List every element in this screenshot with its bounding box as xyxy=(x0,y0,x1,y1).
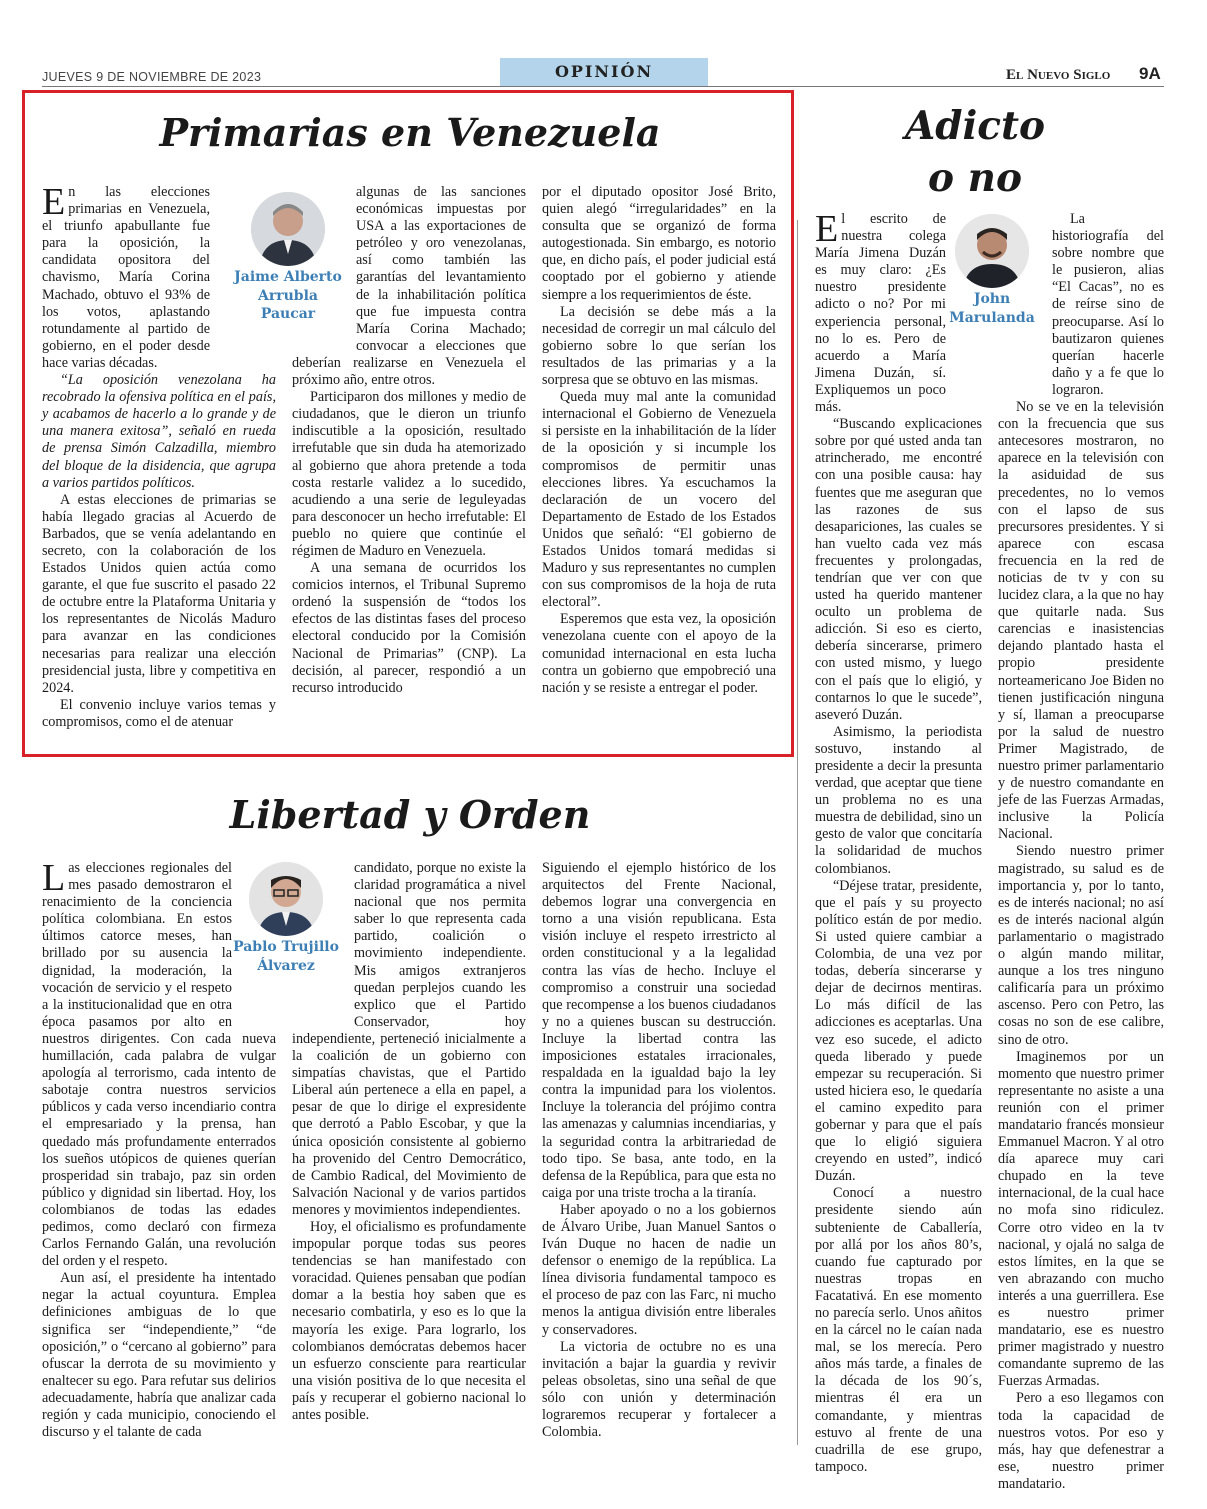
paragraph: Pero a eso llegamos con toda la capacidad de nuestros votos. Por eso y más, hay que defenestrar a ese, nuestro primer mandatario. xyxy=(998,1390,1164,1492)
paragraph: Asimismo, la periodista sostuvo, instando al presidente a decir la presunta verdad, que aceptar que tiene un problema no es una muestra de debilidad, sino un gesto de valor que concitaría la solidaridad de muchos colombianos. xyxy=(815,723,982,877)
paragraph: La victoria de octubre no es una invitación a bajar la guardia y revivir peleas obsoletas, sino una señal de que sólo con unión y determinación lograremos recuperar y fortalecer a Colombia. xyxy=(542,1338,776,1441)
header-rule xyxy=(42,86,1164,87)
author-name: John Marulanda xyxy=(949,291,1035,326)
paragraph: candidato, porque no existe la claridad programática a nivel nacional que nos permita saber lo que representa cada partido, coalición o movimiento independiente. Mis amigos extranjeros quedan perplejos cuando les explico que el Partido Conservador, hoy independiente, perteneció inicialmente a la coalición de un gobierno con simpatías chavistas, que el Partido Liberal aún pertenece a ella en papel, a pesar de que lo dirige el expresidente que derrotó a Pablo Escobar, y que la única oposición consistente al gobierno ha provenido del Centro Democrático, de Cambio Radical, del Movimiento de Salvación Nacional y de varios partidos menores y movimientos independientes. xyxy=(292,860,526,1218)
paragraph: por el diputado opositor José Brito, quien alegó “irregularidades” en la consulta que se organizó de forma autogestionada. Sin embargo, es notorio que, en dicho país, el poder judicial está cooptado por el gobierno y atiende siempre a los requerimientos de éste. xyxy=(542,184,776,303)
section-label: OPINIÓN xyxy=(500,58,708,86)
paragraph: “La oposición venezolana ha recobrado la ofensiva política en el país, y acabamos de hacerlo a lo grande y de una manera exitosa”, señaló en rueda de prensa Simón Calzadilla, miembro del bloque de la disidencia, que agrupa a varios partidos políticos. xyxy=(42,372,276,491)
paragraph: El escrito de nuestra colega María Jimena Duzán es muy claro: ¿Es nuestro presidente adicto o no? Por mi experiencia personal, no lo es. Pero de acuerdo a María Jimena Duzán, sí. Expliquemos un poco más. xyxy=(815,208,946,416)
author-name: Pablo Trujillo Álvarez xyxy=(233,939,339,974)
issue-date: JUEVES 9 DE NOVIEMBRE DE 2023 xyxy=(42,70,262,84)
article-title-libertad: Libertad y Orden xyxy=(229,792,591,837)
paragraph: El convenio incluye varios temas y compromisos, como el de atenuar xyxy=(42,696,276,730)
author-name: Jaime Alberto Arrubla Paucar xyxy=(234,269,342,322)
article3-column-2 xyxy=(998,211,1164,1493)
paragraph: A estas elecciones de primarias se había llegado gracias al Acuerdo de Barbados, que se venía adelantando en secreto, con la colaboración de los Estados Unidos quien actúa como garante, el que fue suscrito el pasado 22 de octubre entre la Plataforma Unitaria y los representantes de Nicolás Maduro para avanzar en las condiciones necesarias para realizar una elección presidencial justa, libre y competitiva en 2024. xyxy=(42,491,276,696)
article-title-primarias: Primarias en Venezuela xyxy=(159,110,661,155)
article-title-adicto: Adicto o no xyxy=(904,103,1046,201)
paragraph: La historiografía del sobre nombre que le pusieron, alias “El Cacas”, no es de reírse sino de preocuparse. Así lo bautizaron quienes querían hacerle daño y a fe que lo lograron. xyxy=(1052,211,1164,398)
paragraph: En las elecciones primarias en Venezuela, el triunfo apabullante fue para la oposición, la candidata opositora del chavismo, María Corina Machado, obtuvo el 93% de los votos, aplastando rotundamente al partido de gobierno, en el poder desde hace varias décadas. xyxy=(42,181,210,371)
article3-column-1 xyxy=(815,208,982,1476)
paragraph: Aun así, el presidente ha intentado negar la actual coyuntura. Emplea definiciones ambiguas de lo que significa ser “independiente,” “de oposición,” o “cercano al gobierno” para ofuscar la derrota de su movimiento y enaltecer su ego. Para refutar sus delirios adecuadamente, habría que analizar cada región y cada municipio, conociendo el discurso y el talante de cada xyxy=(42,1270,276,1441)
paragraph: La decisión se debe más a la necesidad de corregir un mal cálculo del gobierno sobre lo que serían los resultados de las primarias y a la sorpresa que se obtuvo en las mismas. xyxy=(542,303,776,389)
newspaper-name: El Nuevo Siglo xyxy=(1006,67,1111,83)
paragraph: Queda muy mal ante la comunidad internacional el Gobierno de Venezuela si persiste en la inhabilitación de la líder de la oposición y si incumple los compromisos de permitir unas elecciones libres. Ya escuchamos la declaración de un vocero del Departamento de Estado de los Estados Unidos que señaló: “El gobierno de Estados Unidos tomará medidas si Maduro y sus representantes no cumplen con sus compromisos de la hoja de ruta electoral”. xyxy=(542,389,776,611)
paragraph: Imaginemos por un momento que nuestro primer representante no asiste a una reunión con el primer mandatario francés monsieur Emmanuel Macron. Y al otro día aparece muy cari chupado en la teve internacional, de la cual hace no mofa sino ridiculez. Corre otro video en la tv nacional, y ojalá no salga de estos límites, en la que se ven abrazando con mucho interés a una guerrillera. Ese es nuestro primer mandatario, ese es nuestro primer magistrado y nuestro comandante supremo de las Fuerzas Armadas. xyxy=(998,1048,1164,1390)
paragraph: Las elecciones regionales del mes pasado demostraron el renacimiento de la conciencia política colombiana. En estos últimos catorce meses, han brillado por su ausencia la dignidad, la moderación, la vocación de servicio y el respeto a la institucionalidad que en otra época pasamos por alto en nuestros dirigentes. Con cada nueva humillación, cada palabra de vulgar apología al terrorismo, cada intento de sabotaje contra nuestros servicios públicos y cada verso incendiario contra el empresariado y la prensa, han quedado más profundamente enterrados los sueños utópicos de quienes querían prosperidad sin trabajo, paz sin orden público y dignidad sin libertad. Hoy, los colombianos de todas las edades pedimos, como declaró con firmeza Carlos Fernando Galán, una revolución del orden y el respeto. xyxy=(42,857,276,1270)
article1-column-3 xyxy=(542,184,776,697)
paragraph: Conocí a nuestro presidente siendo aún subteniente de Caballería, por allá por los años 80’s, cuando fue capturado por nuestras tropas en Facatativá. En ese momento no parecía serlo. Unos añitos en la cárcel no le caían nada mal, se los merecía. Pero años más tarde, a finales de la década de los 90´s, mientras él era un comandante, y mientras estuvo al frente de una cuadrilla de ese grupo, tampoco. xyxy=(815,1185,982,1475)
paragraph: Esperemos que esta vez, la oposición venezolana cuente con el apoyo de la comunidad internacional en esta lucha contra un gobierno que empobreció una nación y se resiste a entregar el poder. xyxy=(542,611,776,696)
paragraph: “Déjese tratar, presidente, que el país y su proyecto político están de por medio. Si usted quiere cambiar a Colombia, de una vez por todas, debería sincerarse y dejar de decirnos mentiras. Lo más difícil de las adicciones es aceptarlas. Una vez eso sucede, el adicto queda liberado y puede empezar su recuperación. Si usted hiciera eso, le quedaría el camino expedito para gobernar y para que el país que lo eligió siguiera creyendo en usted”, indicó Duzán. xyxy=(815,877,982,1185)
article1-column-2 xyxy=(292,184,526,697)
article2-column-1 xyxy=(42,857,276,1441)
column-divider xyxy=(797,220,798,1445)
paragraph: Hoy, el oficialismo es profundamente impopular porque todas sus peores tendencias se han manifestado con voracidad. Quienes pensaban que podían domar a la bestia hoy saben que es necesario combatirla, y eso es lo que la mayoría les exige. Para lograrlo, los colombianos demócratas debemos hacer un esfuerzo consciente para rearticular una visión positiva de lo que necesita el país y recuperar el gobierno nacional lo antes posible. xyxy=(292,1218,526,1423)
paragraph: Siendo nuestro primer magistrado, su salud es de importancia y, por lo tanto, es de interés nacional; no así es de interés nacional algún parlamentario o magistrado o algún mando militar, aunque a los tres ninguno calificaría para un próximo ascenso. Pero con Petro, las cosas no son de ese calibre, sino de otro. xyxy=(998,843,1164,1048)
paragraph: “Buscando explicaciones sobre por qué usted anda tan atrincherado, me encontré con una posible causa: hay fuentes que me aseguran que las razones de sus desapariciones, las cuales se han vuelto cada vez más frecuentes y prolongadas, tendrían que ver con que usted ha querido mantener oculto un problema de adicción. Si eso es cierto, debería sincerarse, primero con usted mismo, y luego con el país que lo eligió, y contarnos lo que le sucede”, aseveró Duzán. xyxy=(815,416,982,723)
article2-column-3 xyxy=(542,860,776,1441)
paragraph: No se ve en la televisión con la frecuencia que sus antecesores mostraron, no aparece en la televisión con la asiduidad de sus precedentes, no lo vemos con el lapso de sus precursores presidentes. Y si aparece con escasa frecuencia en la red de noticias de tv y con su lucidez clara, a la que no hay que quitarle nada. Sus carencias e inasistencias dejando plantado hasta el propio presidente norteamericano Joe Biden no tienen justificación ninguna y sí, llaman a preocuparse por la salud de nuestro Primer Magistrado, de nuestro primer parlamentario y de nuestro comandante en jefe de las Fuerzas Armadas, inclusive la Policía Nacional. xyxy=(998,399,1164,843)
paragraph: algunas de las sanciones económicas impuestas por USA a las exportaciones de petróleo y oro venezolanas, así como también las garantías del levantamiento de la inhabilitación política que fue impuesta contra María Corina Machado; convocar a elecciones que deberían realizarse en Venezuela el próximo año, entre otros. xyxy=(292,184,526,389)
page-number: 9A xyxy=(1139,64,1161,83)
article1-column-1 xyxy=(42,181,276,731)
paragraph: Participaron dos millones y medio de ciudadanos, que le dieron un triunfo indiscutible a la oposición, resultado irrefutable que sin duda ha atemorizado al gobierno que ahora pretende a toda costa restarle validez a lo sucedido, acudiendo a una serie de leguleyadas para desconocer un hecho irrefutable: El pueblo no quiere que continúe el régimen de Maduro en Venezuela. xyxy=(292,389,526,559)
article2-column-2 xyxy=(292,860,526,1424)
paragraph: A una semana de ocurridos los comicios internos, el Tribunal Supremo ordenó la suspensión de “todos los efectos de las distintas fases del proceso electoral conducido por la Comisión Nacional de Primarias” (CNP). La decisión, al parecer, respondió a un recurso introducido xyxy=(292,560,526,696)
paragraph: Haber apoyado o no a los gobiernos de Álvaro Uribe, Juan Manuel Santos o Iván Duque no hacen de nadie un defensor o enemigo de la república. La línea divisoria fundamental tampoco es el proceso de paz con las Farc, ni mucho menos la antigua división entre liberales y conservadores. xyxy=(542,1201,776,1338)
paragraph: Siguiendo el ejemplo histórico de los arquitectos del Frente Nacional, debemos lograr una convergencia en torno a una visión republicana. Esta visión incluye el respeto irrestricto al orden constitucional y a la legalidad contra las vías de hecho. Incluye el compromiso a construir una sociedad que recompense a los buenos ciudadanos y no a quienes buscan su destrucción. Incluye la libertad contra las imposiciones estatales irracionales, respaldada en la igualdad bajo la ley contra la impunidad para los violentos. Incluye la tolerancia del prójimo contra las amenazas y calumnias incendiarias, y la seguridad contra la arbitrariedad de todo tipo. Se basa, ante todo, en la defensa de la República, para que esta no caiga por una triste trocha a la tiranía. xyxy=(542,860,776,1201)
